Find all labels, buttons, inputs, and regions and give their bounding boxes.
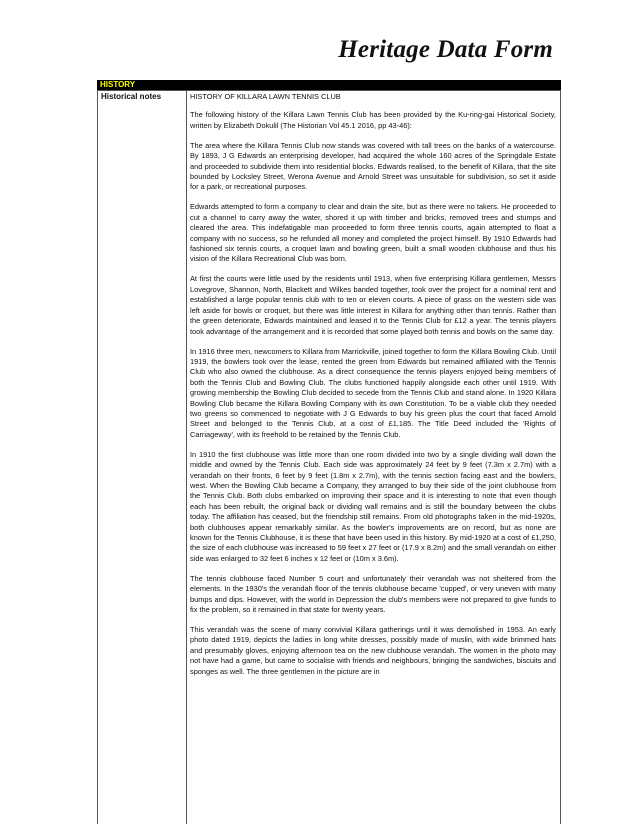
history-heading: HISTORY OF KILLARA LAWN TENNIS CLUB: [190, 92, 341, 101]
paragraph: In 1916 three men, newcomers to Killara from Marrickville, joined together to form the Killara Bowling Club. Until 1919, the bowlers took over the lease, rented the green from Edwards but remained affiliated with the Tennis Club who also owned the clubhouse. As a direct consequence the tennis players enjoyed being members of both the Tennis Club and Bowling Club. The clubs functioned happily alongside each other until 1919. With growing membership the Bowling Club decided to secede from the Tennis Club and stand alone. In 1920 Killara Bowling Club became the Killara Bowling Company with its own Constitution. To be a viable club they needed two greens so commenced to negotiate with J G Edwards to buy his green plus the court that faced Arnold Street and belonged to the Tennis Club, at a cost of £1,185. The Title Deed included the 'Rights of Carriageway', with its freehold to be retained by the Tennis Club.: [190, 346, 556, 439]
column-divider: [186, 90, 187, 824]
form-title: Heritage Data Form: [338, 36, 553, 63]
paragraph: The tennis clubhouse faced Number 5 court and unfortunately their verandah was not sheltered from the elements. In the 1930's the verandah floor of the tennis clubhouse became 'cupped', or very uneven with many bumps and dips. However, with the world in Depression the club's members were not prepared to give funds to fix the problem, so it remained in that state for twenty years.: [190, 573, 556, 615]
row-label-historical-notes: Historical notes: [101, 92, 162, 101]
section-header-history: HISTORY: [97, 80, 561, 90]
historical-notes-table: [97, 90, 561, 824]
paragraph: This verandah was the scene of many convivial Killara gatherings until it was demolished in 1953. An early photo dated 1919, depicts the ladies in long white dresses, possibly made of muslin, with wide brimmed hats and presumably gloves, enjoying afternoon tea on the new clubhouse verandah. The women in the photo may not have had a game, but came to socialise with friends and neighbours, bringing the sandwiches, biscuits and sponges as well. The three gentlemen in the picture are in: [190, 625, 556, 676]
paragraph: At first the courts were little used by the residents until 1913, when five enterprising Killara gentlemen, Messrs Lovegrove, Shannon, North, Blackett and Wilkes banded together, took over the project for a nominal rent and established a large popular tennis club with to ten or eleven courts. A piece of grass on the western side was left aside for bowls or croquet, but there was little interest in Killara for anything other than tennis. Rather than the green deteriorate, Edwards maintained and leased it to the Tennis Club for £12 a year. The tennis players took advantage of the arrangement and it is recorded that some played both tennis and bowls on the same day.: [190, 274, 556, 336]
row-top-rule: [98, 90, 560, 91]
paragraph: The following history of the Killara Lawn Tennis Club has been provided by the Ku-ring-gai Historical Society, written by Elizabeth Dokulil (The Historian Vol 45.1 2016, pp 43-46):: [190, 110, 556, 130]
paragraph: In 1910 the first clubhouse was little more than one room divided into two by a single dividing wall down the middle and owned by the Tennis Club. Each side was approximately 24 feet by 9 feet (7.3m x 2.7m) with a verandah on their fronts, 6 feet by 9 feet (1.8m x 2.7m), with the tennis section facing east and the bowlers, west. When the Bowling Club became a Company, they arranged to buy their side of the joint clubhouse from the Tennis Club. Both clubs embarked on improving their space and it is interesting to note that even though each has been rebuilt, the original back or dividing wall remains and is still the boundary between the clubs today. The affiliation has ceased, but the friendship still remains. From old photographs taken in the mid-1920s, both clubhouses appear remarkably similar. As the bowler's improvements are on record, but as none are known for the Tennis Clubhouse, it is these that have been used in this history. By mid-1920 at a cost of £1,250, the size of each clubhouse was increased to 59 feet x 27 feet or (17.9 x 8.2m) and the small verandah on either side was enlarged to 32 feet 6 inches x 12 feet or (10m x 3.6m).: [190, 449, 556, 563]
historical-notes-content: [190, 92, 556, 687]
paragraph: Edwards attempted to form a company to clear and drain the site, but as there were no takers. He proceeded to cut a channel to carry away the water, shored it up with timber and bricks, removed trees and stumps and cleared the area. This indefatigable man proceeded to form three tennis courts, again attempted to float a company with no success, so he refunded all money and completed the project himself. By 1910 Edwards had fashioned six tennis courts, a croquet lawn and bowling green, built a small wooden clubhouse and thus his vision of the Killara Recreational Club was born.: [190, 202, 556, 264]
paragraph: The area where the Killara Tennis Club now stands was covered with tall trees on the banks of a watercourse. By 1893, J G Edwards an enterprising developer, had acquired the whole 160 acres of the Springdale Estate and proceeded to subdivide them into residential blocks. Edwards realised, to the benefit of Killara, that the site bounded by Locksley Street, Werona Avenue and Arnold Street was unsuitable for subdivision, so set it aside for a park, or recreational purposes.: [190, 140, 556, 192]
